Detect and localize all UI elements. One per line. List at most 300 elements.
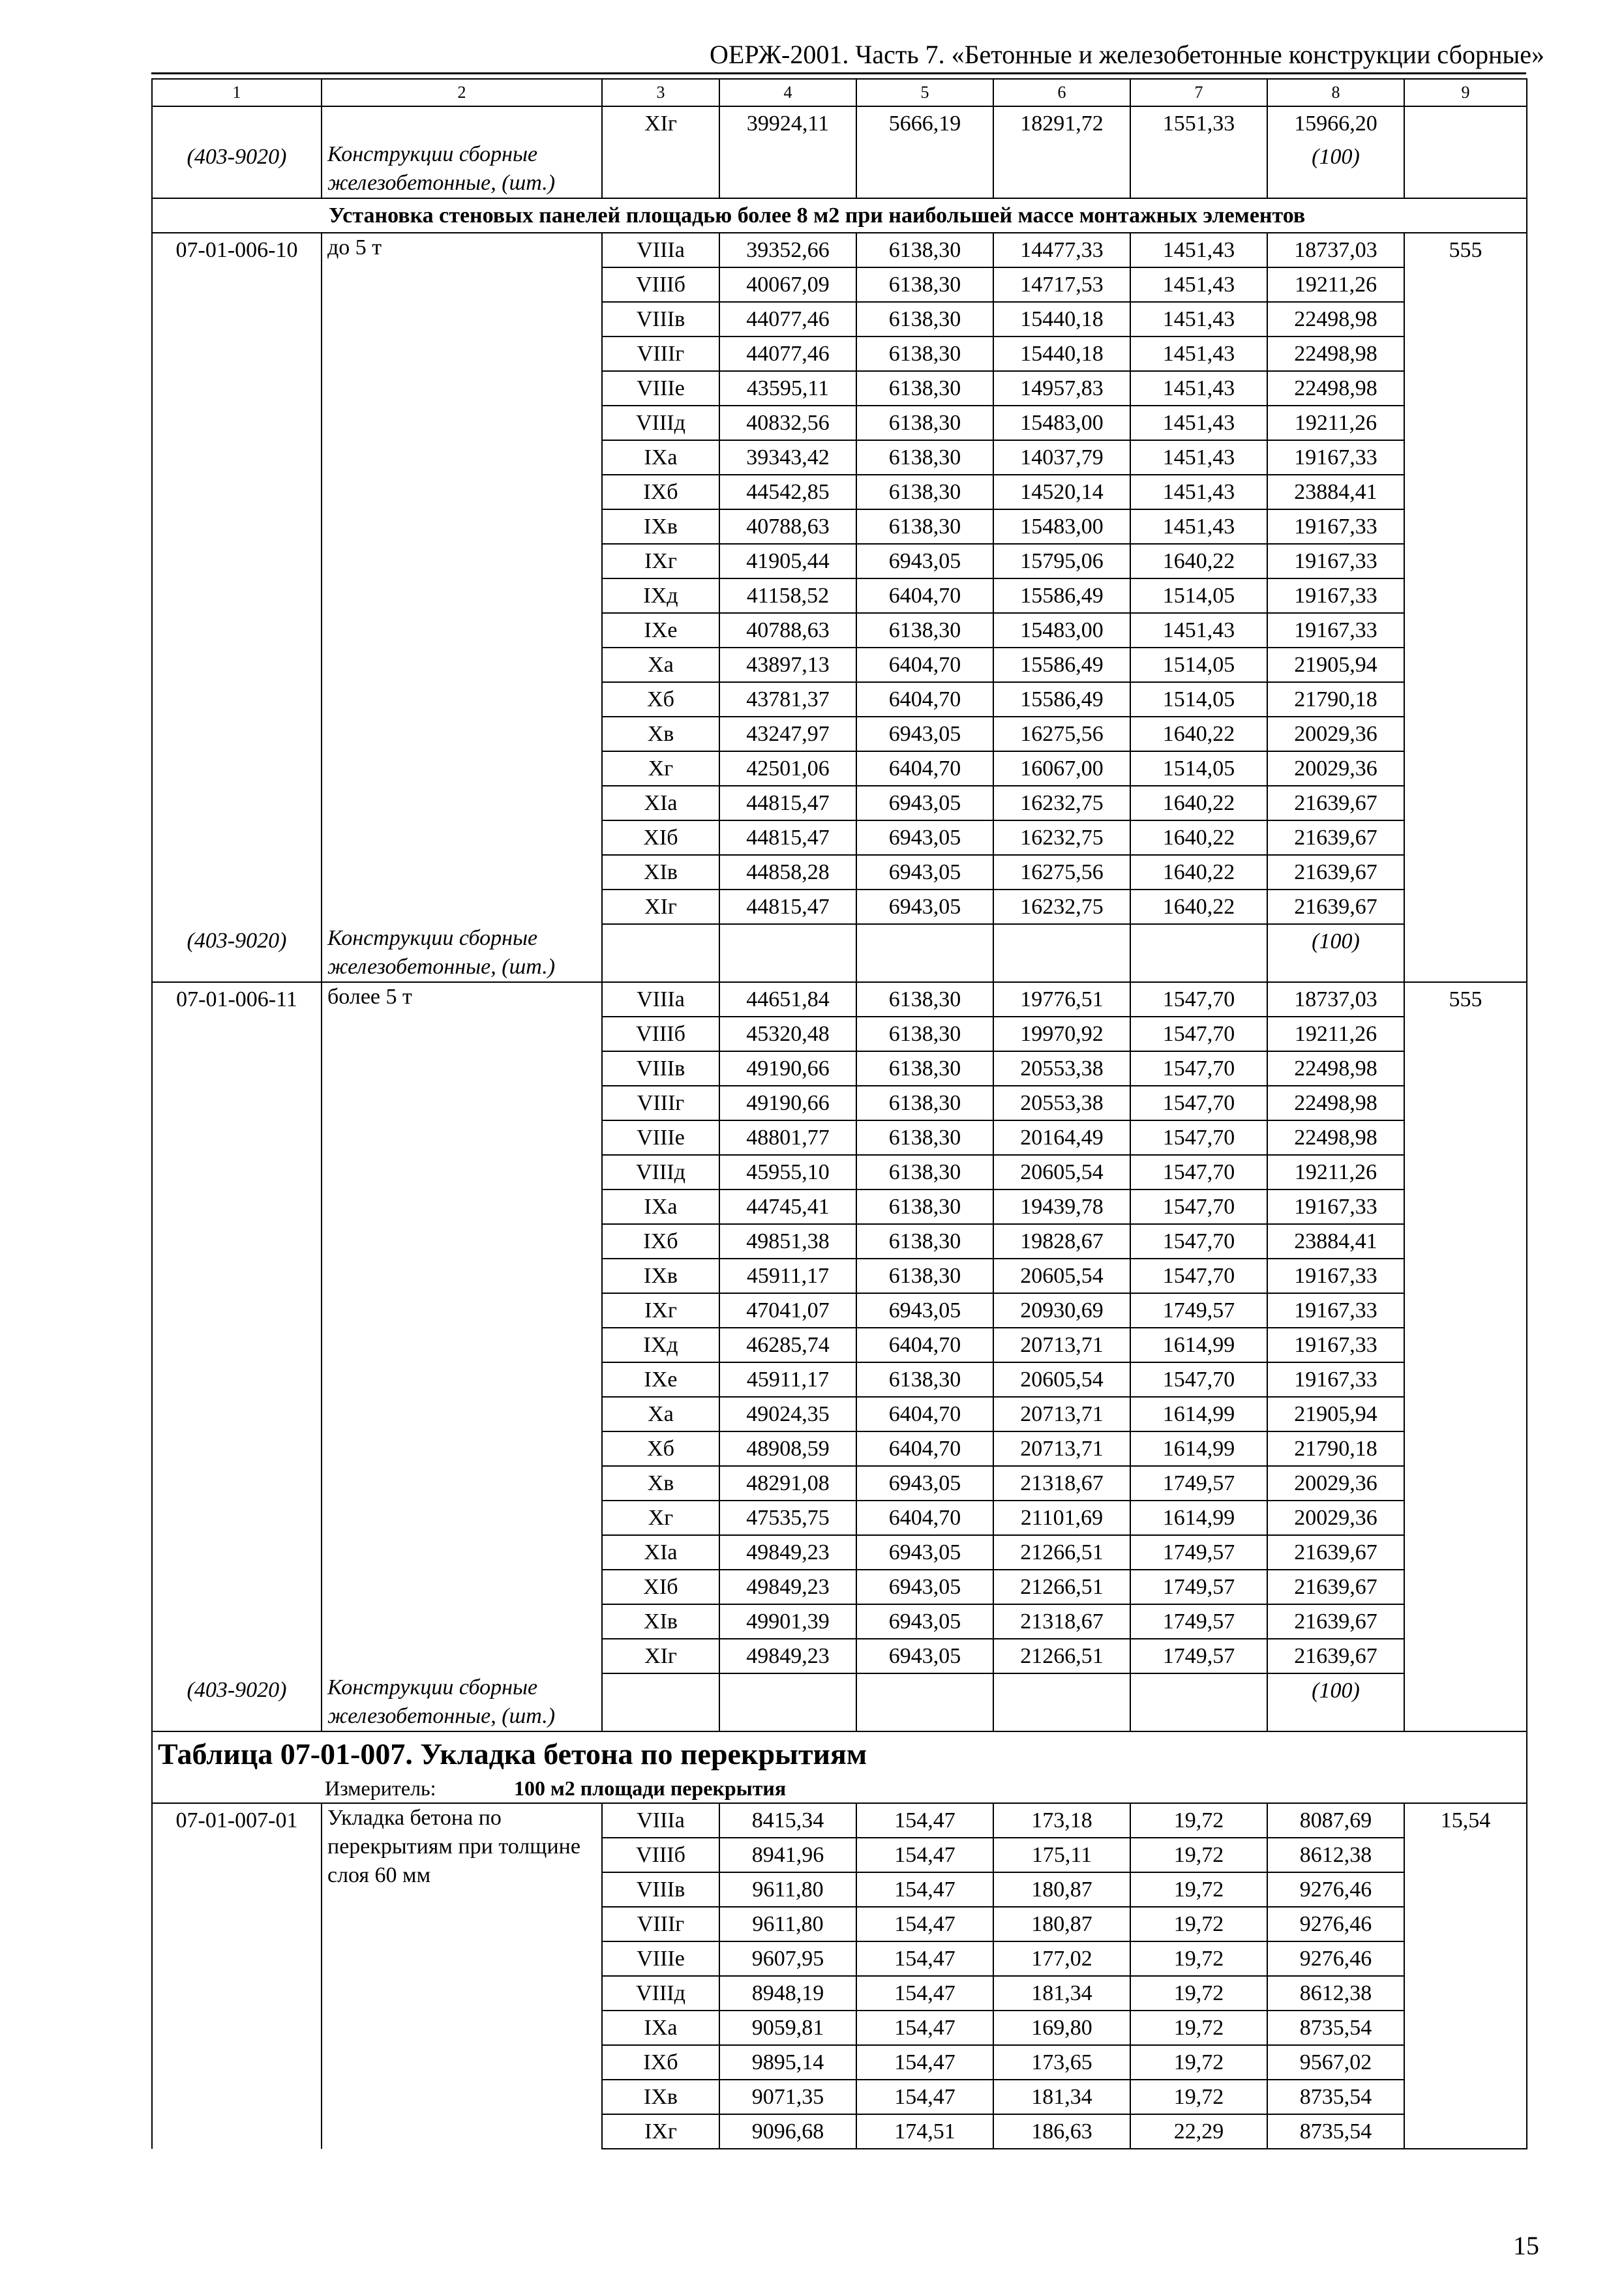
value-cell: 6138,30 [856,475,993,509]
value-cell: 22498,98 [1267,337,1404,371]
value-cell: 21318,67 [993,1466,1130,1501]
value-cell: 6138,30 [856,1086,993,1120]
value-cell: 49851,38 [719,1224,856,1259]
value-cell: 1547,70 [1130,982,1267,1017]
value-cell: 45955,10 [719,1155,856,1189]
value-cell: 8735,54 [1267,2011,1404,2045]
zone-cell: IXг [602,544,719,578]
value-cell: 1451,43 [1130,406,1267,440]
value-cell: 14477,33 [993,233,1130,267]
value-cell: 16232,75 [993,820,1130,855]
material-empty-cell [719,924,856,982]
value-cell: 180,87 [993,1907,1130,1941]
material-quantity: (100) [1267,140,1404,198]
value-cell: 9611,80 [719,1907,856,1941]
value-cell: 6943,05 [856,820,993,855]
value-cell: 15440,18 [993,302,1130,337]
value-cell: 40832,56 [719,406,856,440]
value-cell: 22498,98 [1267,302,1404,337]
column-number: 7 [1130,79,1267,106]
zone-cell: VIIIд [602,406,719,440]
value-cell: 6943,05 [856,890,993,924]
zone-cell: VIIIб [602,1838,719,1872]
zone-cell: IXв [602,2080,719,2114]
value-cell: 6404,70 [856,578,993,613]
zone-cell: VIIIг [602,337,719,371]
value-cell: 1451,43 [1130,613,1267,648]
zone-cell: XIг [602,1639,719,1673]
zone-cell: VIIIа [602,982,719,1017]
item-name: более 5 т [322,982,602,1673]
zone-cell: IXб [602,1224,719,1259]
value-cell: 154,47 [856,2011,993,2045]
value-cell: 6138,30 [856,371,993,406]
value-cell: 1547,70 [1130,1189,1267,1224]
material-empty-cell [856,924,993,982]
value-cell: 21266,51 [993,1639,1130,1673]
value-cell: 154,47 [856,1907,993,1941]
value-cell: 15483,00 [993,509,1130,544]
value-cell: 169,80 [993,2011,1130,2045]
zone-cell: XIв [602,1604,719,1639]
value-cell: 173,18 [993,1803,1130,1838]
value-cell: 19,72 [1130,2080,1267,2114]
material-empty-cell [719,1673,856,1731]
page-header-title: ОЕРЖ-2001. Часть 7. «Бетонные и железобетонные конструкции сборные» [710,40,1544,69]
value-cell: 23884,41 [1267,475,1404,509]
value-cell: 21905,94 [1267,648,1404,682]
value-cell: 19,72 [1130,1838,1267,1872]
material-row [152,1673,1527,1731]
col9-cell: 15,54 [1404,1803,1527,2149]
value-cell: 21266,51 [993,1535,1130,1570]
value-cell: 21639,67 [1267,786,1404,820]
value-cell: 6943,05 [856,717,993,751]
value-cell: 18737,03 [1267,982,1404,1017]
value-cell: 1451,43 [1130,440,1267,475]
value-cell: 6138,30 [856,1224,993,1259]
value-cell: 8612,38 [1267,1838,1404,1872]
value-cell: 6943,05 [856,1604,993,1639]
value-cell: 175,11 [993,1838,1130,1872]
value-cell: 22498,98 [1267,371,1404,406]
value-cell: 21639,67 [1267,820,1404,855]
value-cell: 15966,20 [1267,106,1404,140]
material-empty-cell [1130,1673,1267,1731]
value-cell: 1749,57 [1130,1535,1267,1570]
zone-cell: VIIIд [602,1976,719,2011]
zone-cell: IXг [602,2114,719,2149]
value-cell: 19167,33 [1267,440,1404,475]
value-cell: 6943,05 [856,1639,993,1673]
value-cell: 1640,22 [1130,855,1267,890]
material-empty-cell [602,140,719,198]
zone-cell: IXв [602,1259,719,1293]
item-name: до 5 т [322,233,602,924]
zone-cell: VIIIа [602,1803,719,1838]
value-cell: 18737,03 [1267,233,1404,267]
value-cell: 9895,14 [719,2045,856,2080]
table-row [152,106,1527,140]
value-cell: 14520,14 [993,475,1130,509]
value-cell: 1547,70 [1130,1051,1267,1086]
value-cell: 20164,49 [993,1120,1130,1155]
value-cell: 19211,26 [1267,1017,1404,1051]
value-cell: 1749,57 [1130,1466,1267,1501]
value-cell: 22498,98 [1267,1120,1404,1155]
value-cell: 15440,18 [993,337,1130,371]
value-cell: 43781,37 [719,682,856,717]
value-cell: 9567,02 [1267,2045,1404,2080]
value-cell: 21639,67 [1267,1639,1404,1673]
value-cell: 44542,85 [719,475,856,509]
value-cell: 49901,39 [719,1604,856,1639]
value-cell: 6138,30 [856,337,993,371]
value-cell: 19167,33 [1267,1293,1404,1328]
value-cell: 19167,33 [1267,544,1404,578]
value-cell: 19167,33 [1267,1328,1404,1362]
value-cell: 44077,46 [719,302,856,337]
column-number: 6 [993,79,1130,106]
value-cell: 16232,75 [993,786,1130,820]
value-cell: 6138,30 [856,406,993,440]
value-cell: 15586,49 [993,648,1130,682]
value-cell: 9607,95 [719,1941,856,1976]
value-cell: 20605,54 [993,1362,1130,1397]
value-cell: 8948,19 [719,1976,856,2011]
value-cell: 45911,17 [719,1362,856,1397]
value-cell: 1614,99 [1130,1501,1267,1535]
value-cell: 15483,00 [993,406,1130,440]
value-cell: 20605,54 [993,1259,1130,1293]
value-cell: 14957,83 [993,371,1130,406]
value-cell: 1640,22 [1130,786,1267,820]
value-cell: 1614,99 [1130,1397,1267,1431]
value-cell: 1640,22 [1130,717,1267,751]
value-cell: 20713,71 [993,1431,1130,1466]
material-name: Конструкции сборные железобетонные, (шт.) [322,1673,602,1731]
value-cell: 48801,77 [719,1120,856,1155]
value-cell: 21639,67 [1267,1535,1404,1570]
material-empty-cell [1130,140,1267,198]
value-cell: 21639,67 [1267,1570,1404,1604]
zone-cell: Xв [602,717,719,751]
value-cell: 9276,46 [1267,1941,1404,1976]
value-cell: 19,72 [1130,1907,1267,1941]
zone-cell: Xг [602,751,719,786]
value-cell: 19,72 [1130,2045,1267,2080]
zone-cell: IXд [602,1328,719,1362]
zone-cell: Xб [602,682,719,717]
zone-cell: Xг [602,1501,719,1535]
item-code: 07-01-006-11 [152,982,322,1673]
value-cell: 1547,70 [1130,1224,1267,1259]
value-cell: 154,47 [856,1976,993,2011]
column-number: 3 [602,79,719,106]
item-code: 07-01-007-01 [152,1803,322,2149]
value-cell: 1640,22 [1130,820,1267,855]
value-cell: 20029,36 [1267,751,1404,786]
zone-cell: IXа [602,2011,719,2045]
value-cell: 6138,30 [856,1259,993,1293]
value-cell: 49024,35 [719,1397,856,1431]
value-cell: 22498,98 [1267,1051,1404,1086]
material-name: Конструкции сборные железобетонные, (шт.) [322,924,602,982]
zone-cell: Xв [602,1466,719,1501]
name-cell [322,106,602,140]
value-cell: 48291,08 [719,1466,856,1501]
value-cell: 20605,54 [993,1155,1130,1189]
value-cell: 49849,23 [719,1535,856,1570]
value-cell: 19,72 [1130,1976,1267,2011]
value-cell: 19167,33 [1267,613,1404,648]
material-empty-cell [1130,924,1267,982]
material-code: (403-9020) [152,140,322,198]
value-cell: 19167,33 [1267,509,1404,544]
value-cell: 41158,52 [719,578,856,613]
value-cell: 1451,43 [1130,371,1267,406]
value-cell: 6404,70 [856,751,993,786]
value-cell: 6138,30 [856,509,993,544]
zone-cell: VIIIд [602,1155,719,1189]
value-cell: 8415,34 [719,1803,856,1838]
value-cell: 19970,92 [993,1017,1130,1051]
value-cell: 1451,43 [1130,233,1267,267]
value-cell: 6138,30 [856,1120,993,1155]
column-number: 9 [1404,79,1527,106]
value-cell: 19828,67 [993,1224,1130,1259]
value-cell: 39343,42 [719,440,856,475]
item-code: 07-01-006-10 [152,233,322,924]
value-cell: 6404,70 [856,1501,993,1535]
material-row [152,140,1527,198]
value-cell: 6404,70 [856,648,993,682]
value-cell: 1640,22 [1130,544,1267,578]
zone-cell: Xа [602,648,719,682]
value-cell: 8735,54 [1267,2080,1404,2114]
value-cell: 8941,96 [719,1838,856,1872]
value-cell: 49849,23 [719,1639,856,1673]
material-quantity: (100) [1267,1673,1404,1731]
zone-cell: IXв [602,509,719,544]
value-cell: 49190,66 [719,1086,856,1120]
value-cell: 1547,70 [1130,1120,1267,1155]
zone-cell: VIIIб [602,267,719,302]
col9-cell: 555 [1404,982,1527,1731]
zone-cell: VIIIб [602,1017,719,1051]
value-cell: 15795,06 [993,544,1130,578]
value-cell: 180,87 [993,1872,1130,1907]
value-cell: 6943,05 [856,1293,993,1328]
value-cell: 21101,69 [993,1501,1130,1535]
value-cell: 19,72 [1130,1803,1267,1838]
col9-cell [1404,106,1527,198]
value-cell: 15586,49 [993,682,1130,717]
value-cell: 19,72 [1130,2011,1267,2045]
value-cell: 154,47 [856,1872,993,1907]
value-cell: 174,51 [856,2114,993,2149]
value-cell: 16275,56 [993,855,1130,890]
table-row [152,1803,1527,1838]
zone-cell: XIб [602,1570,719,1604]
value-cell: 6138,30 [856,1155,993,1189]
zone-cell: VIIIе [602,1120,719,1155]
value-cell: 43595,11 [719,371,856,406]
value-cell: 47535,75 [719,1501,856,1535]
zone-cell: XIа [602,786,719,820]
value-cell: 6138,30 [856,440,993,475]
value-cell: 5666,19 [856,106,993,140]
value-cell: 20553,38 [993,1086,1130,1120]
value-cell: 6138,30 [856,1189,993,1224]
value-cell: 6138,30 [856,613,993,648]
value-cell: 19776,51 [993,982,1130,1017]
zone-cell: IXб [602,2045,719,2080]
value-cell: 16067,00 [993,751,1130,786]
material-quantity: (100) [1267,924,1404,982]
value-cell: 40788,63 [719,613,856,648]
header-rule [151,72,1526,74]
value-cell: 154,47 [856,1941,993,1976]
value-cell: 6943,05 [856,855,993,890]
measure-value: 100 м2 площади перекрытия [514,1776,787,1800]
value-cell: 44651,84 [719,982,856,1017]
value-cell: 20553,38 [993,1051,1130,1086]
zone-cell: IXа [602,1189,719,1224]
value-cell: 1749,57 [1130,1293,1267,1328]
value-cell: 8087,69 [1267,1803,1404,1838]
zone-cell: IXд [602,578,719,613]
value-cell: 41905,44 [719,544,856,578]
value-cell: 21639,67 [1267,855,1404,890]
zone-cell: VIIIг [602,1907,719,1941]
value-cell: 1514,05 [1130,578,1267,613]
material-empty-cell [856,1673,993,1731]
column-numbers-row [152,79,1527,106]
value-cell: 19,72 [1130,1941,1267,1976]
value-cell: 6943,05 [856,544,993,578]
value-cell: 1749,57 [1130,1604,1267,1639]
material-empty-cell [993,1673,1130,1731]
value-cell: 154,47 [856,2045,993,2080]
column-number: 8 [1267,79,1404,106]
value-cell: 19211,26 [1267,406,1404,440]
zone-cell: XIб [602,820,719,855]
value-cell: 20029,36 [1267,717,1404,751]
value-cell: 44858,28 [719,855,856,890]
value-cell: 186,63 [993,2114,1130,2149]
value-cell: 1451,43 [1130,302,1267,337]
value-cell: 9276,46 [1267,1907,1404,1941]
value-cell: 6943,05 [856,1570,993,1604]
value-cell: 1551,33 [1130,106,1267,140]
page-number: 15 [1513,2231,1539,2260]
value-cell: 173,65 [993,2045,1130,2080]
value-cell: 1514,05 [1130,751,1267,786]
value-cell: 44815,47 [719,820,856,855]
zone-cell: IXе [602,1362,719,1397]
value-cell: 6404,70 [856,1431,993,1466]
zone-cell: XIа [602,1535,719,1570]
value-cell: 39352,66 [719,233,856,267]
material-code: (403-9020) [152,1673,322,1731]
value-cell: 6404,70 [856,1397,993,1431]
value-cell: 1451,43 [1130,509,1267,544]
value-cell: 8735,54 [1267,2114,1404,2149]
value-cell: 1547,70 [1130,1259,1267,1293]
value-cell: 22,29 [1130,2114,1267,2149]
zone-cell: VIIIг [602,1086,719,1120]
value-cell: 1547,70 [1130,1362,1267,1397]
value-cell: 6138,30 [856,267,993,302]
table-row [152,982,1527,1017]
value-cell: 9096,68 [719,2114,856,2149]
table-title-row [152,1731,1527,1803]
value-cell: 6138,30 [856,1017,993,1051]
zone-cell: VIIIв [602,302,719,337]
material-name: Конструкции сборные железобетонные, (шт.) [322,140,602,198]
material-code: (403-9020) [152,924,322,982]
table-title: Таблица 07-01-007. Укладка бетона по перекрытиям [158,1737,867,1771]
zone-cell: IXб [602,475,719,509]
value-cell: 21266,51 [993,1570,1130,1604]
value-cell: 154,47 [856,1838,993,1872]
value-cell: 44815,47 [719,786,856,820]
value-cell: 6138,30 [856,1051,993,1086]
value-cell: 6943,05 [856,1535,993,1570]
value-cell: 181,34 [993,2080,1130,2114]
zone-cell: IXа [602,440,719,475]
value-cell: 181,34 [993,1976,1130,2011]
value-cell: 6404,70 [856,682,993,717]
zone-cell: IXг [602,1293,719,1328]
material-empty-cell [993,140,1130,198]
value-cell: 22498,98 [1267,1086,1404,1120]
measure-line [158,1774,1521,1803]
zone-cell: Xб [602,1431,719,1466]
value-cell: 1451,43 [1130,267,1267,302]
value-cell: 15483,00 [993,613,1130,648]
value-cell: 1614,99 [1130,1328,1267,1362]
value-cell: 19167,33 [1267,1189,1404,1224]
value-cell: 1547,70 [1130,1155,1267,1189]
value-cell: 9071,35 [719,2080,856,2114]
value-cell: 39924,11 [719,106,856,140]
value-cell: 1514,05 [1130,682,1267,717]
zone-cell: VIIIе [602,371,719,406]
zone-cell: XIг [602,106,719,140]
value-cell: 40788,63 [719,509,856,544]
value-cell: 43247,97 [719,717,856,751]
zone-cell: VIIIв [602,1051,719,1086]
value-cell: 20713,71 [993,1328,1130,1362]
value-cell: 19211,26 [1267,1155,1404,1189]
item-name: Укладка бетона по перекрытиям при толщине слоя 60 мм [322,1803,602,2149]
column-number: 1 [152,79,322,106]
value-cell: 1451,43 [1130,475,1267,509]
value-cell: 49849,23 [719,1570,856,1604]
zone-cell: IXе [602,613,719,648]
value-cell: 19167,33 [1267,1362,1404,1397]
value-cell: 19167,33 [1267,578,1404,613]
value-cell: 43897,13 [719,648,856,682]
material-row [152,924,1527,982]
material-empty-cell [856,140,993,198]
value-cell: 1547,70 [1130,1086,1267,1120]
value-cell: 49190,66 [719,1051,856,1086]
value-cell: 48908,59 [719,1431,856,1466]
value-cell: 46285,74 [719,1328,856,1362]
